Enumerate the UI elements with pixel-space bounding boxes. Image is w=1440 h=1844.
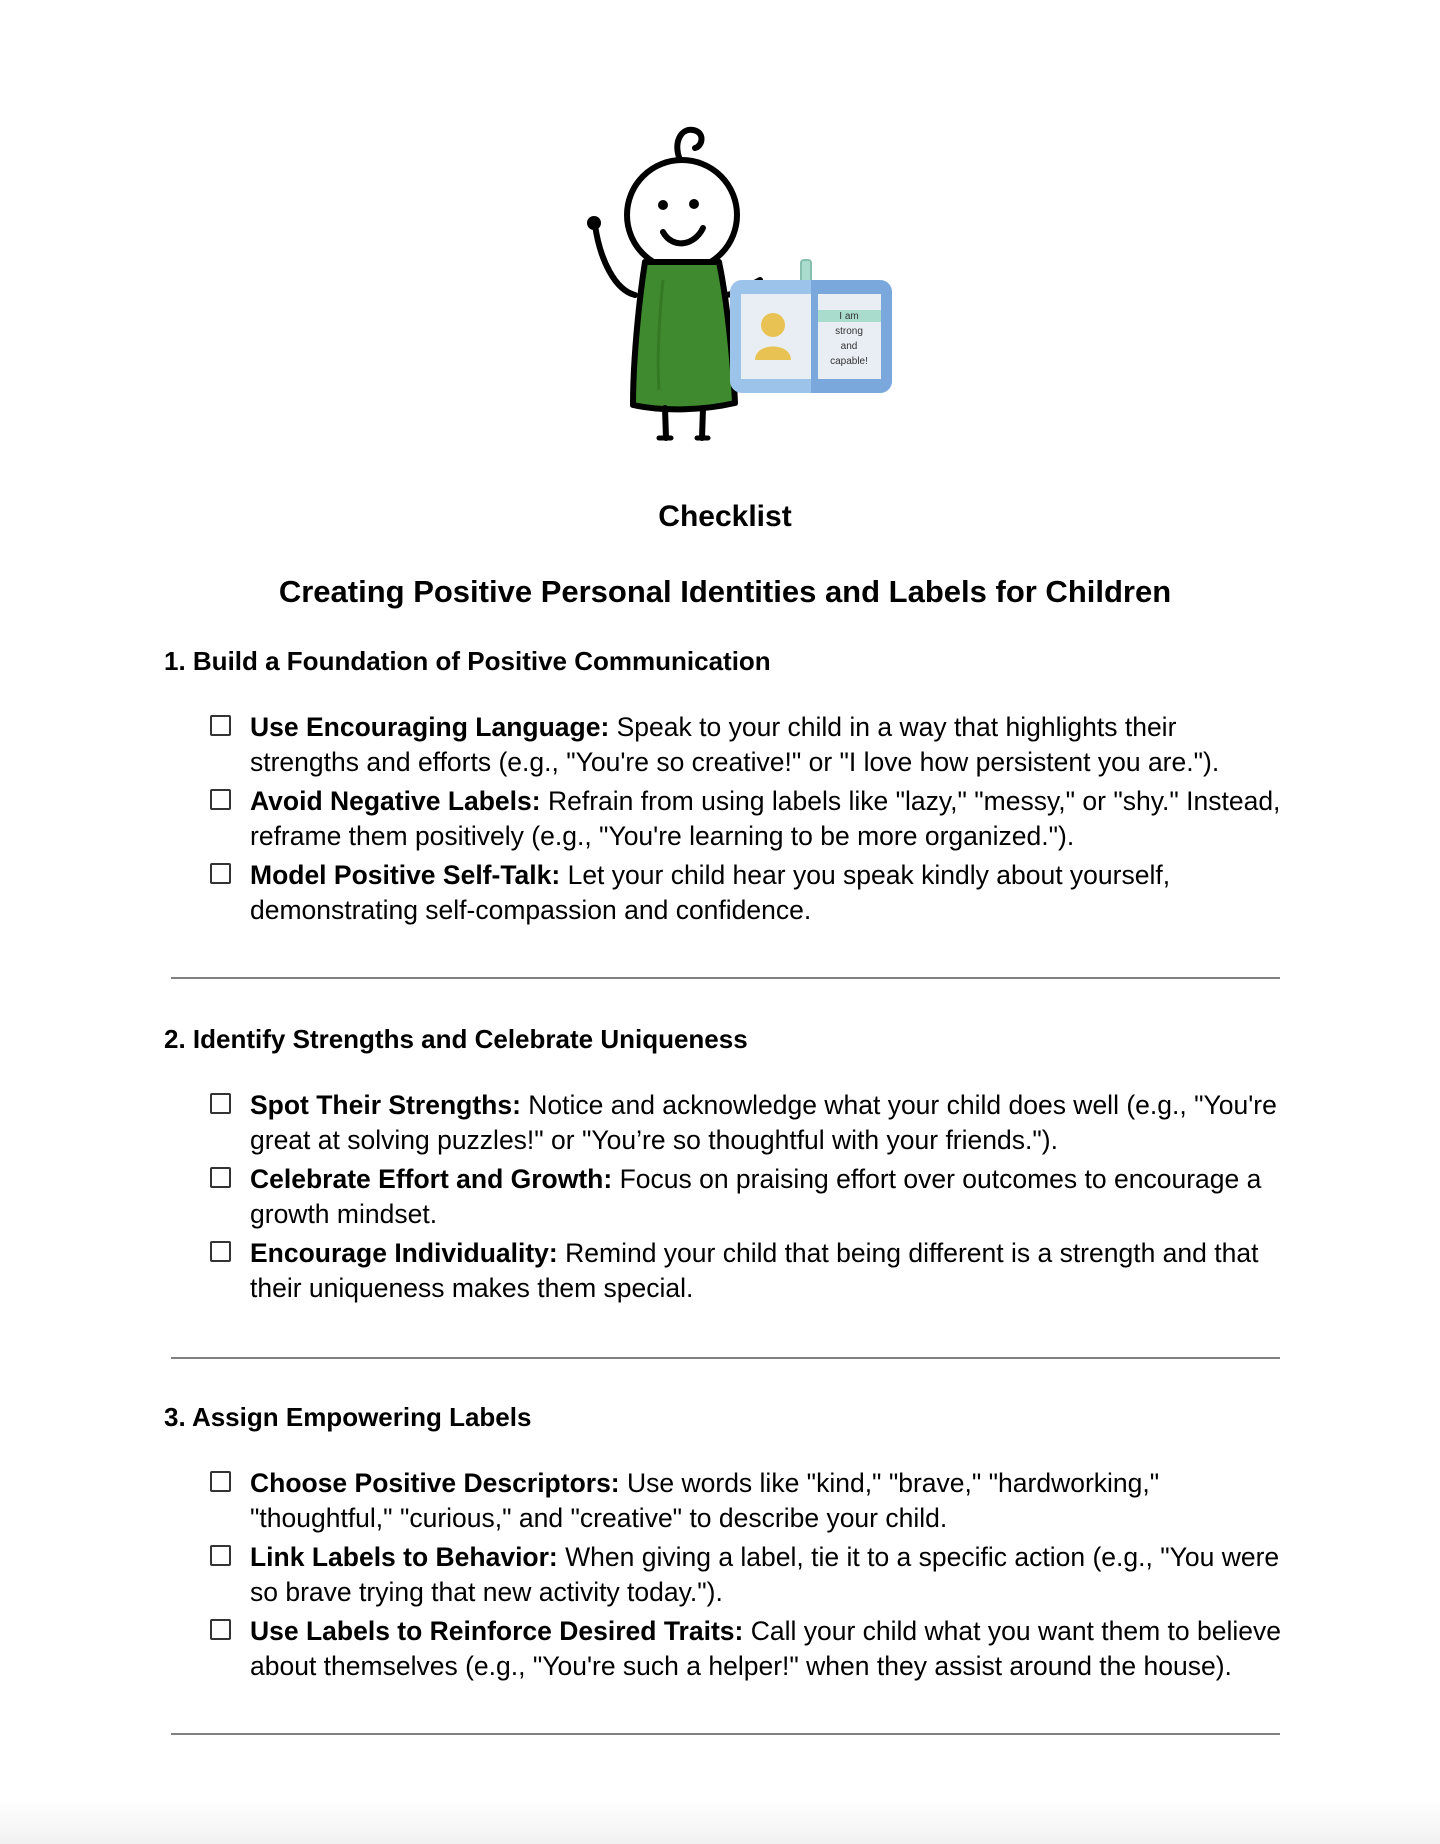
item-text: Call your child what you want them to believe about themselves (e.g., "You're such a helper!" when they assist around the house). — [250, 1616, 1281, 1681]
page-title: Checklist — [658, 500, 792, 533]
checkbox[interactable] — [210, 715, 231, 736]
checkbox[interactable] — [210, 1619, 231, 1640]
item-label: Avoid Negative Labels: — [250, 786, 541, 816]
badge-line-1: I am — [839, 311, 859, 322]
list-item — [210, 1466, 1290, 1536]
badge-line-3: and — [840, 341, 858, 352]
item-label: Use Encouraging Language: — [250, 712, 610, 742]
list-item — [210, 1162, 1290, 1232]
item-label: Encourage Individuality: — [250, 1238, 558, 1268]
section-divider — [171, 977, 1280, 979]
section-divider — [171, 1733, 1280, 1735]
list-item — [210, 1088, 1290, 1158]
section-heading-1: 1. Build a Foundation of Positive Communication — [164, 646, 771, 676]
badge-line-2: strong — [835, 326, 863, 337]
list-item — [210, 784, 1290, 854]
checkbox[interactable] — [210, 789, 231, 810]
list-item — [210, 858, 1290, 928]
list-item — [210, 1614, 1290, 1684]
item-text: When giving a label, tie it to a specific action (e.g., "You were so brave trying that new activity today."). — [250, 1542, 1280, 1607]
item-text: Speak to your child in a way that highlights their strengths and efforts (e.g., "You're so creative!" or "I love how persistent you are."). — [250, 712, 1220, 777]
checkbox[interactable] — [210, 1167, 231, 1188]
list-item — [210, 1540, 1290, 1610]
list-item — [210, 710, 1290, 780]
checkbox[interactable] — [210, 1545, 231, 1566]
item-label: Spot Their Strengths: — [250, 1090, 521, 1120]
checkbox[interactable] — [210, 1241, 231, 1262]
section-heading-3: 3. Assign Empowering Labels — [164, 1402, 532, 1432]
item-label: Choose Positive Descriptors: — [250, 1468, 620, 1498]
checklist-section-1 — [210, 710, 1290, 932]
item-text: Use words like "kind," "brave," "hardworking," "thoughtful," "curious," and "creative" to describe your child. — [250, 1468, 1160, 1533]
item-text: Focus on praising effort over outcomes to encourage a growth mindset. — [250, 1164, 1262, 1229]
section-divider — [171, 1357, 1280, 1359]
checkbox[interactable] — [210, 1093, 231, 1114]
checkbox[interactable] — [210, 1471, 231, 1492]
checklist-section-3 — [210, 1466, 1290, 1688]
item-label: Celebrate Effort and Growth: — [250, 1164, 613, 1194]
stick-figure-with-id-badge-icon — [555, 120, 915, 450]
section-heading-2: 2. Identify Strengths and Celebrate Uniqueness — [164, 1024, 748, 1054]
item-text: Refrain from using labels like "lazy," "messy," or "shy." Instead, reframe them positively (e.g., "You're learning to be more organized."). — [250, 786, 1281, 851]
item-text: Notice and acknowledge what your child does well (e.g., "You're great at solving puzzles!" or "You’re so thoughtful with your friends."). — [250, 1090, 1277, 1155]
item-label: Model Positive Self-Talk: — [250, 860, 561, 890]
checklist-section-2 — [210, 1088, 1290, 1310]
item-text: Let your child hear you speak kindly about yourself, demonstrating self-compassion and confidence. — [250, 860, 1171, 925]
checkbox[interactable] — [210, 863, 231, 884]
item-label: Use Labels to Reinforce Desired Traits: — [250, 1616, 744, 1646]
page-subtitle: Creating Positive Personal Identities and Labels for Children — [278, 574, 1172, 609]
item-text: Remind your child that being different is a strength and that their uniqueness makes them special. — [250, 1238, 1259, 1303]
item-label: Link Labels to Behavior: — [250, 1542, 558, 1572]
list-item — [210, 1236, 1290, 1306]
badge-line-4: capable! — [830, 356, 868, 367]
